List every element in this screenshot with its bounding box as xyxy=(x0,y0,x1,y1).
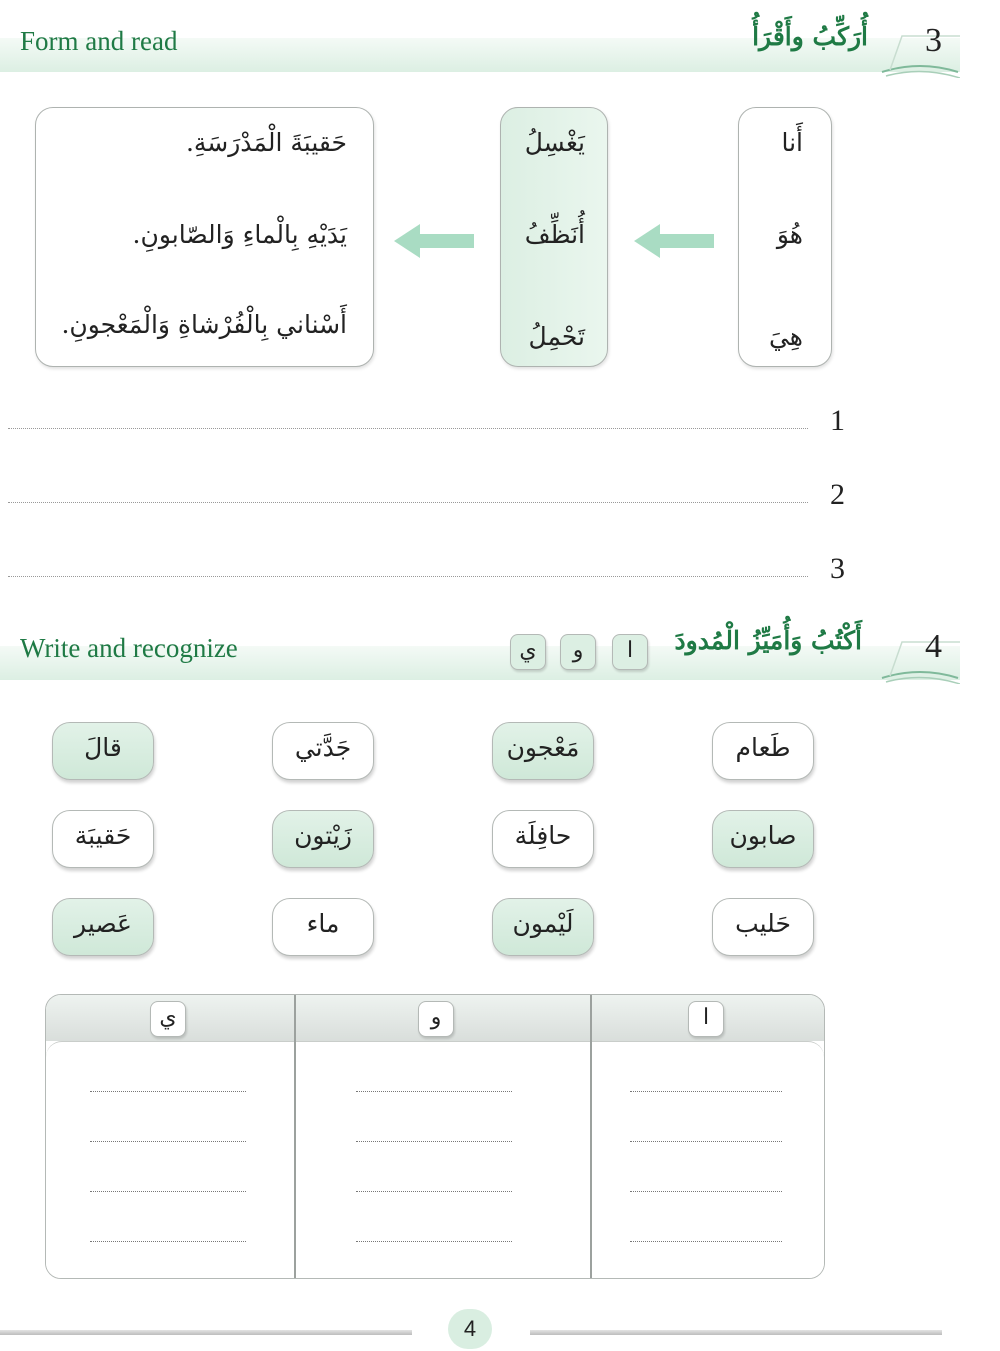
answer-line-1[interactable] xyxy=(8,428,808,429)
answer-line[interactable] xyxy=(90,1141,246,1142)
section-4-title-ar: أَكْتُبُ وَأُمَيِّزُ الْمُدودَ xyxy=(674,626,862,655)
answer-line[interactable] xyxy=(630,1241,782,1242)
word-label: حَليب xyxy=(735,909,791,938)
word-pill[interactable] xyxy=(712,898,814,956)
column-divider xyxy=(294,995,296,1278)
word-pill[interactable] xyxy=(492,810,594,868)
word-pill[interactable] xyxy=(492,898,594,956)
pronoun-box xyxy=(738,107,832,367)
column-divider xyxy=(590,995,592,1278)
page-number: 4 xyxy=(448,1309,492,1349)
column-header-ya: ي xyxy=(150,1001,186,1037)
page-curl-icon xyxy=(880,20,960,78)
verb-1: يَغْسِلُ xyxy=(524,128,585,157)
section-3-title-en: Form and read xyxy=(20,26,178,56)
answer-line[interactable] xyxy=(630,1191,782,1192)
line-number-1: 1 xyxy=(830,404,845,437)
word-label: جَدَّتي xyxy=(294,733,352,762)
word-label: طَعام xyxy=(735,733,791,762)
pronoun-3: هِيَ xyxy=(768,322,803,351)
answer-line[interactable] xyxy=(630,1091,782,1092)
answer-line-3[interactable] xyxy=(8,576,808,577)
section-4-number: 4 xyxy=(925,628,942,665)
word-pill[interactable] xyxy=(52,898,154,956)
line-number-3: 3 xyxy=(830,552,845,585)
word-pill[interactable] xyxy=(272,722,374,780)
word-label: عَصير xyxy=(74,909,132,938)
answer-line[interactable] xyxy=(356,1241,512,1242)
word-pill[interactable] xyxy=(272,810,374,868)
word-label: لَيْمون xyxy=(512,909,574,938)
word-label: صابون xyxy=(729,821,797,850)
word-pill[interactable] xyxy=(52,810,154,868)
completion-1: حَقيبَةَ الْمَدْرَسَةِ. xyxy=(185,128,347,157)
classification-table xyxy=(45,994,825,1279)
verb-3: تَحْمِلُ xyxy=(528,322,585,351)
page-curl-icon xyxy=(880,626,960,684)
word-label: زَيْتون xyxy=(294,821,352,850)
answer-line[interactable] xyxy=(90,1191,246,1192)
answer-line[interactable] xyxy=(630,1141,782,1142)
word-pill[interactable] xyxy=(712,722,814,780)
section-4-number-tab xyxy=(880,626,960,672)
word-label: مَعْجون xyxy=(506,733,580,762)
answer-line[interactable] xyxy=(356,1191,512,1192)
letter-waw-chip: و xyxy=(560,634,596,670)
word-pill[interactable] xyxy=(272,898,374,956)
answer-line[interactable] xyxy=(90,1241,246,1242)
pronoun-2: هُوَ xyxy=(776,220,803,249)
word-label: قالَ xyxy=(84,733,122,762)
line-number-2: 2 xyxy=(830,478,845,511)
section-3-title-ar: أُرَكِّبُ وأَقْرَأُ xyxy=(752,22,868,51)
completion-2: يَدَيْهِ بِالْماءِ وَالصّابونِ. xyxy=(132,220,347,249)
answer-line[interactable] xyxy=(356,1141,512,1142)
word-pill[interactable] xyxy=(492,722,594,780)
verb-box xyxy=(500,107,608,367)
answer-line[interactable] xyxy=(356,1091,512,1092)
pronoun-1: أَنا xyxy=(781,128,803,157)
section-4-title-en: Write and recognize xyxy=(20,633,238,663)
arrow-icon xyxy=(660,234,714,248)
word-label: حَقيبَة xyxy=(74,821,132,850)
section-3-number-tab xyxy=(880,20,960,66)
column-header-waw: و xyxy=(418,1001,454,1037)
answer-line-2[interactable] xyxy=(8,502,808,503)
column-header-alif: ا xyxy=(688,1001,724,1037)
completion-3: أَسْناني بِالْفُرْشاةِ وَالْمَعْجونِ. xyxy=(61,310,347,339)
arrow-icon xyxy=(420,234,474,248)
answer-line[interactable] xyxy=(90,1091,246,1092)
completion-box xyxy=(35,107,374,367)
letter-alif-chip: ا xyxy=(612,634,648,670)
footer-line-left xyxy=(0,1330,412,1335)
section-3-number: 3 xyxy=(925,22,942,59)
word-pill[interactable] xyxy=(712,810,814,868)
letter-ya-chip: ي xyxy=(510,634,546,670)
word-pill[interactable] xyxy=(52,722,154,780)
word-label: ماء xyxy=(306,909,340,938)
footer-line-right xyxy=(530,1330,942,1335)
word-label: حافِلَة xyxy=(514,821,572,850)
table-body xyxy=(46,1041,824,1279)
verb-2: أُنَظِّفُ xyxy=(524,220,585,249)
